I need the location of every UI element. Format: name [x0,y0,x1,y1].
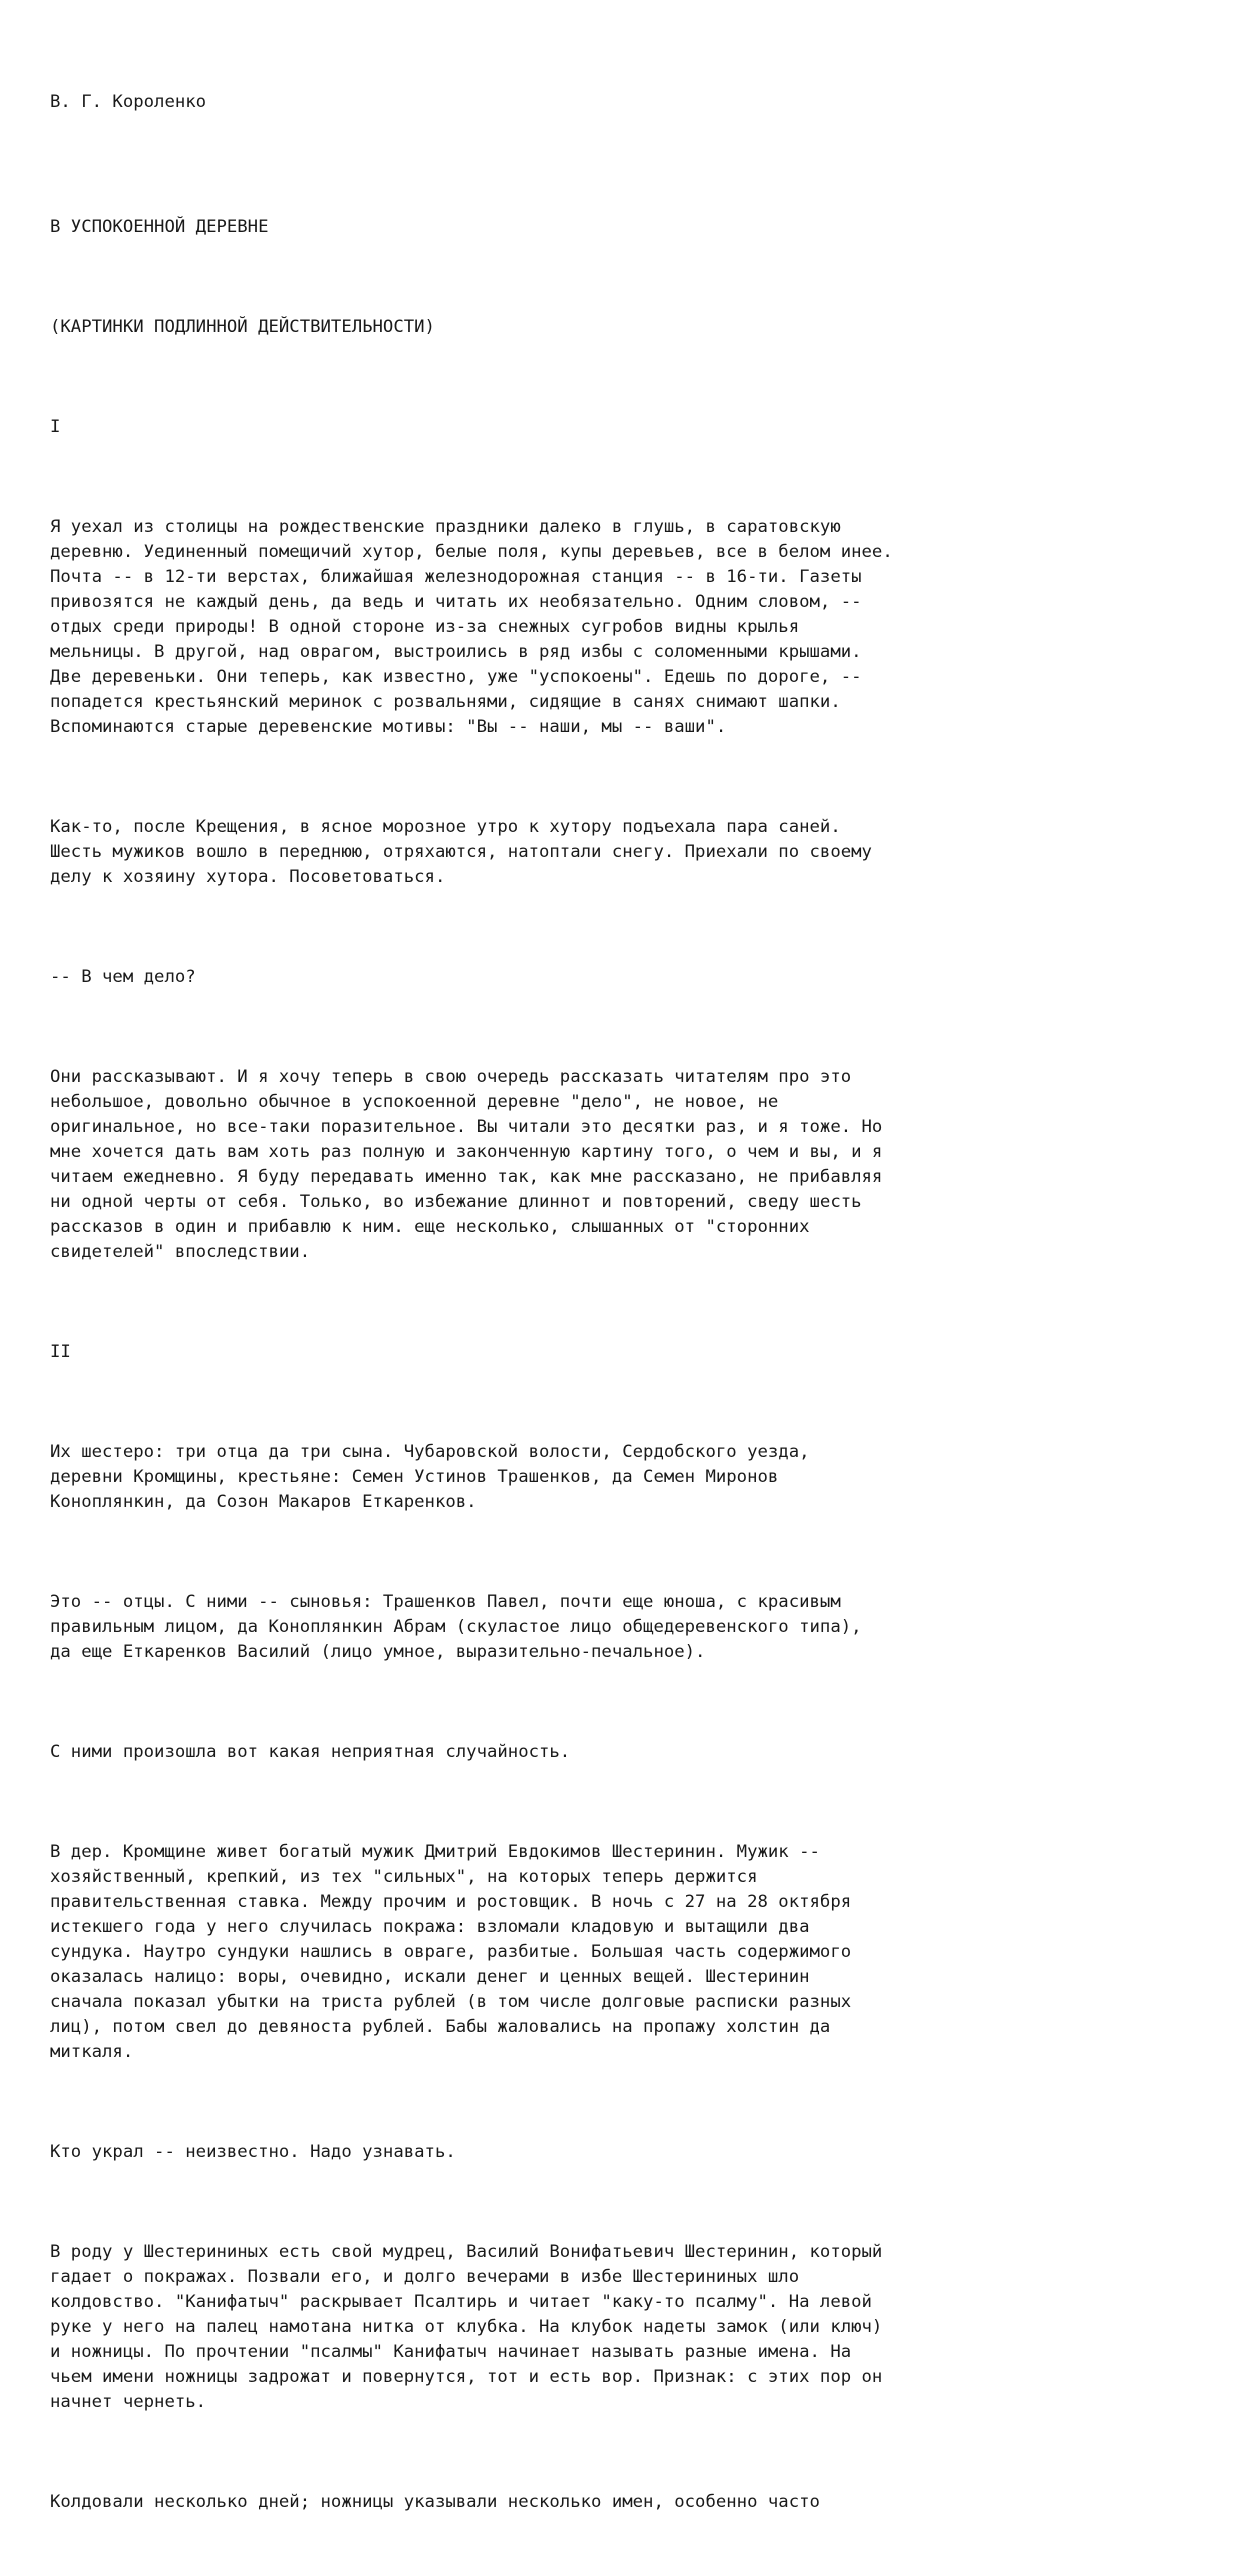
paragraph: Я уехал из столицы на рождественские праздники далеко в глушь, в саратовскую деревню. Уединенный помещичий хутор, белые поля, купы деревьев, все в белом инее. Почта -- в 12-ти верстах, ближайшая железнодорожная станция -- в 16-ти. Газеты привозятся не каждый день, да ведь и читать их необязательно. Одним словом, -- отдых среди природы! В одной стороне из-за снежных сугробов видны крылья мельницы. В другой, над оврагом, выстроились в ряд избы с соломенными крышами. Две деревеньки. Они теперь, как известно, уже "успокоены". Едешь по дороге, -- попадется крестьянский меринок с розвальнями, сидящие в санях снимают шапки. Вспоминаются старые деревенские мотивы: "Вы -- наши, мы -- ваши". [50,517,893,737]
paragraph: С ними произошла вот какая неприятная случайность. [50,1742,571,1762]
document-subtitle: (КАРТИНКИ ПОДЛИННОЙ ДЕЙСТВИТЕЛЬНОСТИ) [50,317,435,337]
paragraph: Колдовали несколько дней; ножницы указывали несколько имен, особенно часто [50,2492,820,2512]
paragraph: Их шестеро: три отца да три сына. Чубаровской волости, Сердобского уезда, деревни Кромщины, крестьяне: Семен Устинов Трашенков, да Семен Миронов Коноплянкин, да Созон Макаров Еткаренков. [50,1442,810,1512]
paragraph: В дер. Кромщине живет богатый мужик Дмитрий Евдокимов Шестеринин. Мужик -- хозяйственный, крепкий, из тех "сильных", на которых теперь держится правительственная ставка. Между прочим и ростовщик. В ночь с 27 на 28 октября истекшего года у него случилась покража: взломали кладовую и вытащили два сундука. Наутро сундуки нашлись в овраге, разбитые. Большая часть содержимого оказалась налицо: воры, очевидно, искали денег и ценных вещей. Шестеринин сначала показал убытки на триста рублей (в том числе долговые расписки разных лиц), потом свел до девяноста рублей. Бабы жаловались на пропажу холстин да миткаля. [50,1842,852,2062]
document-page [50,40,1200,2565]
paragraph: Кто украл -- неизвестно. Надо узнавать. [50,2142,456,2162]
section-heading-1: I [50,417,61,437]
author-line: В. Г. Короленко [50,92,207,112]
paragraph: Это -- отцы. С ними -- сыновья: Трашенков Павел, почти еще юноша, с красивым правильным лицом, да Коноплянкин Абрам (скуластое лицо общедеревенского типа), да еще Еткаренков Василий (лицо умное, выразительно-печальное). [50,1592,862,1662]
paragraph: В роду у Шестерининых есть свой мудрец, Василий Вонифатьевич Шестеринин, который гадает о покражах. Позвали его, и долго вечерами в избе Шестерининых шло колдовство. "Канифатыч" раскрывает Псалтирь и читает "каку-то псалму". На левой руке у него на палец намотана нитка от клубка. На клубок надеты замок (или ключ) и ножницы. По прочтении "псалмы" Канифатыч начинает называть разные имена. На чьем имени ножницы задрожат и повернутся, тот и есть вор. Признак: с этих пор он начнет чернеть. [50,2242,883,2412]
paragraph: Как-то, после Крещения, в ясное морозное утро к хутору подъехала пара саней. Шесть мужиков вошло в переднюю, отряхаются, натоптали снегу. Приехали по своему делу к хозяину хутора. Посоветоваться. [50,817,872,887]
section-heading-2: II [50,1342,71,1362]
paragraph: -- В чем дело? [50,967,196,987]
document-title: В УСПОКОЕННОЙ ДЕРЕВНЕ [50,217,269,237]
paragraph: Они рассказывают. И я хочу теперь в свою очередь рассказать читателям про это небольшое, довольно обычное в успокоенной деревне "дело", не новое, не оригинальное, но все-таки поразительное. Вы читали это десятки раз, и я тоже. Но мне хочется дать вам хоть раз полную и законченную картину того, о чем и вы, и я читаем ежедневно. Я буду передавать именно так, как мне рассказано, не прибавляя ни одной черты от себя. Только, во избежание длиннот и повторений, сведу шесть рассказов в один и прибавлю к ним. еще несколько, слышанных от "сторонних свидетелей" впоследствии. [50,1067,883,1262]
